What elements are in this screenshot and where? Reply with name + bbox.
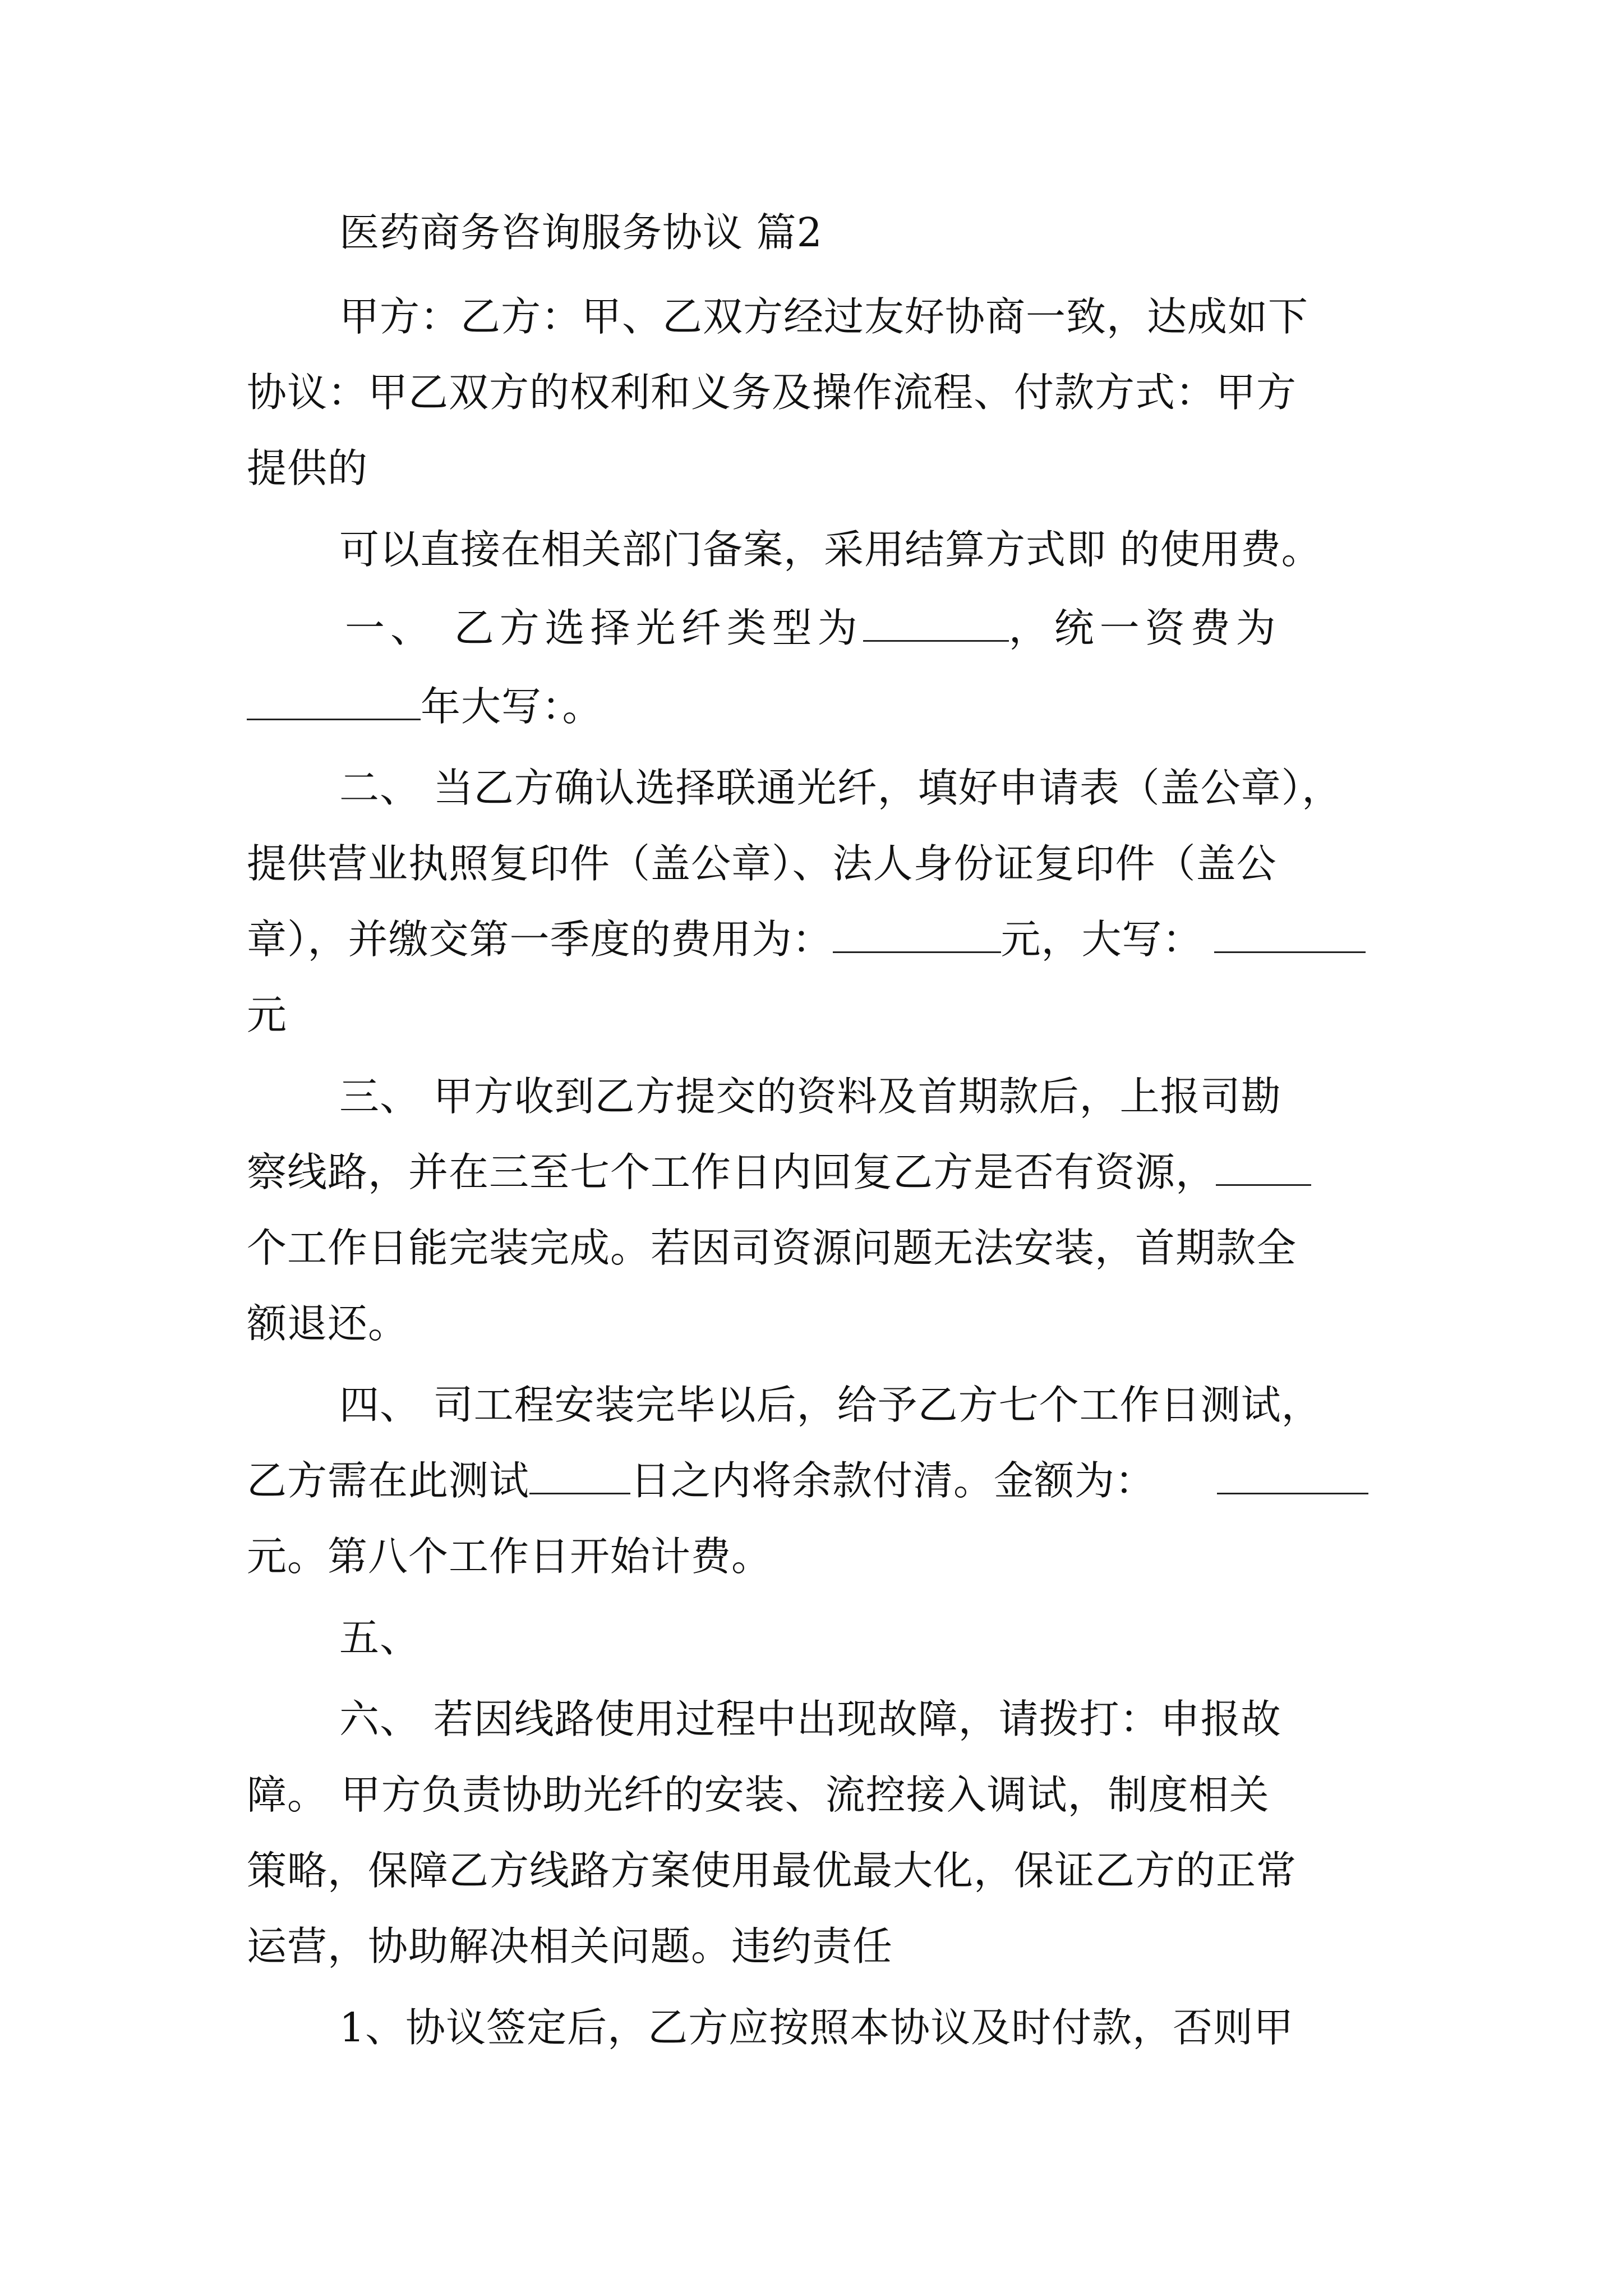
paragraph-line: 甲方：乙方：甲、乙双方经过友好协商一致，达成如下: [339, 293, 1309, 340]
paragraph-line: 提供的: [247, 445, 368, 491]
paragraph-line: 三、 甲方收到乙方提交的资料及首期款后，上报司勘: [339, 1073, 1281, 1120]
clause-text: 乙方需在此测试: [247, 1457, 530, 1504]
paragraph-line: [247, 1456, 1391, 1506]
paragraph-line: 障。 甲方负责协助光纤的安装、流控接入调试，制度相关: [247, 1772, 1270, 1818]
clause-text: 年大写：。: [421, 683, 603, 730]
fill-in-blank: [1214, 914, 1366, 953]
fill-in-blank: [833, 914, 1001, 953]
paragraph-line: 协议：甲乙双方的权利和义务及操作流程、付款方式：甲方: [247, 369, 1297, 416]
fill-in-blank: [247, 682, 421, 720]
paragraph-line: [247, 1147, 1391, 1198]
paragraph-line: 运营，协助解决相关问题。违约责任: [247, 1923, 893, 1970]
paragraph-line: 五、: [339, 1614, 421, 1661]
fill-in-blank: [1216, 1147, 1311, 1186]
paragraph-line: 元。第八个工作日开始计费。: [247, 1533, 772, 1580]
paragraph-line: 提供营业执照复印件（盖公章）、法人身份证复印件（盖公: [247, 840, 1277, 887]
paragraph-line: 四、 司工程安装完毕以后，给予乙方七个工作日测试，: [339, 1382, 1322, 1428]
clause-one-line: [247, 682, 1391, 732]
paragraph-line: 额退还。: [247, 1300, 409, 1347]
clause-text: 日之内将余款付清。金额为：: [630, 1457, 1156, 1504]
fill-in-blank: [863, 603, 1009, 642]
paragraph-line: 个工作日能完装完成。若因司资源问题无法安装，首期款全: [247, 1225, 1297, 1271]
paragraph-line: 二、 当乙方确认选择联通光纤，填好申请表（盖公章），: [339, 765, 1343, 811]
clause-text: 一、 乙方选择光纤类型为: [345, 605, 863, 651]
fill-in-blank: [1217, 1456, 1368, 1494]
clause-text: 章），并缴交第一季度的费用为：: [247, 916, 833, 963]
fill-in-blank: [529, 1456, 630, 1494]
paragraph-line: 六、 若因线路使用过程中出现故障，请拨打：申报故: [339, 1696, 1281, 1742]
paragraph-line: [247, 914, 1391, 965]
paragraph-line: 元: [247, 992, 288, 1038]
paragraph-line: 1、协议签定后，乙方应按照本协议及时付款，否则甲: [339, 2004, 1294, 2051]
paragraph-line: 策略，保障乙方线路方案使用最优最大化，保证乙方的正常: [247, 1847, 1297, 1894]
clause-one-line: [345, 603, 1489, 654]
clause-text: 元，大写：: [1000, 916, 1203, 963]
clause-text: ，统一资费为: [1008, 605, 1281, 651]
clause-text: 察线路，并在三至七个工作日内回复乙方是否有资源，: [247, 1149, 1216, 1195]
paragraph-line: 可以直接在相关部门备案，采用结算方式即 的使用费。: [339, 526, 1322, 573]
document-title: 医药商务咨询服务协议 篇2: [339, 209, 823, 256]
